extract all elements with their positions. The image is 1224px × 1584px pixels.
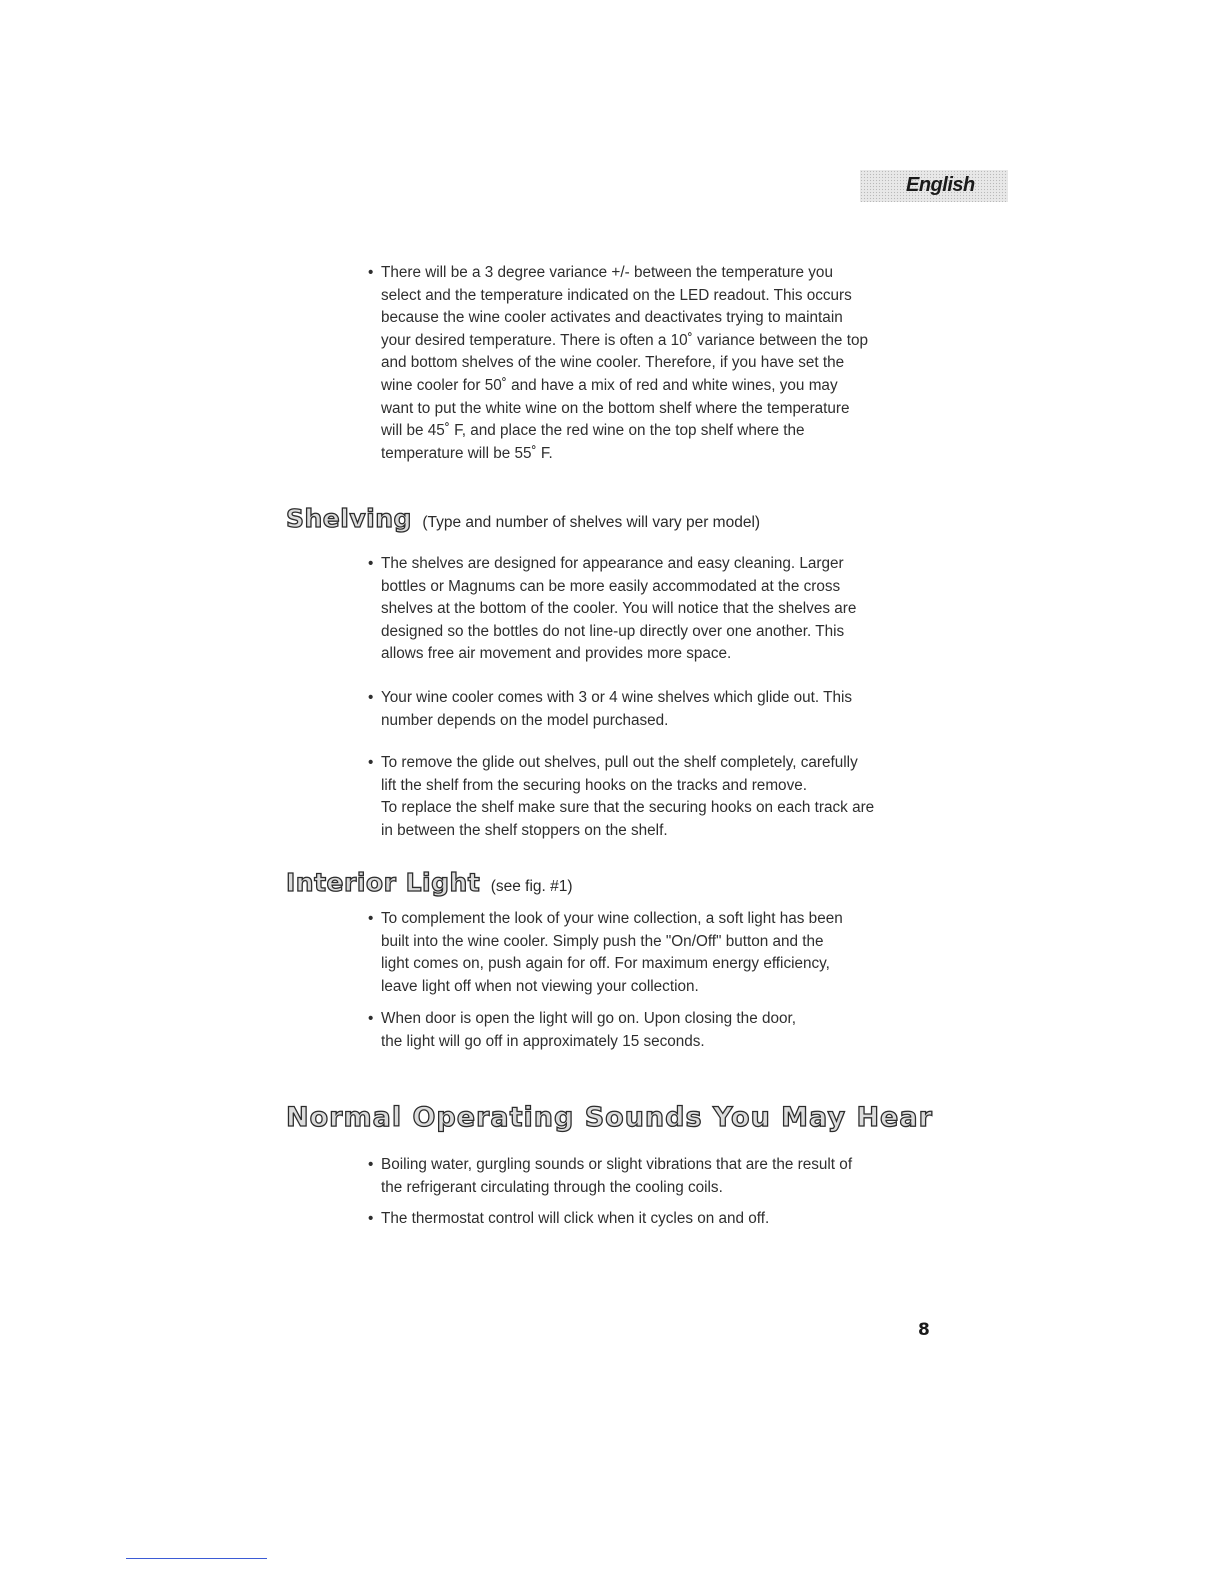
interior-light-bullet-2	[368, 1008, 938, 1053]
text-line: designed so the bottles do not line-up directly over one another. This	[381, 622, 845, 640]
text-line: will be 45˚ F, and place the red wine on the top shelf where the	[381, 422, 805, 440]
text-line: the refrigerant circulating through the cooling coils.	[381, 1178, 723, 1196]
text-line: bottles or Magnums can be more easily accommodated at the cross	[381, 577, 841, 595]
sounds-bullet-2	[368, 1208, 938, 1231]
interior-light-heading	[286, 868, 573, 897]
text-line: shelves at the bottom of the cooler. You will notice that the shelves are	[381, 600, 857, 618]
page-number: 8	[918, 1320, 930, 1340]
text-line: To replace the shelf make sure that the securing hooks on each track are	[381, 799, 875, 817]
interior-light-bullet-1	[368, 908, 938, 998]
text-line: your desired temperature. There is often a 10˚ variance between the top	[381, 331, 868, 349]
bullet-paragraph	[368, 687, 938, 732]
text-line: allows free air movement and provides more space.	[381, 645, 732, 663]
text-line: in between the shelf stoppers on the shelf.	[381, 821, 668, 839]
sounds-heading	[286, 1102, 933, 1133]
section-note: (see fig. #1)	[490, 878, 573, 895]
text-line: To remove the glide out shelves, pull out the shelf completely, carefully	[381, 754, 858, 771]
text-line: To complement the look of your wine collection, a soft light has been	[381, 910, 843, 927]
footer-rule	[126, 1558, 267, 1559]
shelving-bullet-1	[368, 553, 938, 666]
text-line: When door is open the light will go on. Upon closing the door,	[381, 1010, 796, 1027]
bullet-paragraph	[368, 553, 938, 666]
bullet-marker: •	[368, 1210, 374, 1227]
section-title: Normal Operating Sounds You May Hear	[286, 1102, 933, 1133]
bullet-marker: •	[368, 1156, 374, 1173]
text-line: leave light off when not viewing your collection.	[381, 977, 699, 995]
text-line: wine cooler for 50˚ and have a mix of red and white wines, you may	[381, 376, 838, 394]
sounds-bullet-1	[368, 1154, 938, 1199]
bullet-marker: •	[368, 689, 374, 706]
text-line: lift the shelf from the securing hooks on the tracks and remove.	[381, 776, 807, 794]
bullet-marker: •	[368, 910, 374, 927]
bullet-paragraph	[368, 1208, 938, 1231]
text-line: because the wine cooler activates and deactivates trying to maintain	[381, 309, 843, 327]
bullet-paragraph	[368, 908, 938, 998]
text-line: The thermostat control will click when it cycles on and off.	[381, 1210, 770, 1227]
text-line: select and the temperature indicated on the LED readout. This occurs	[381, 286, 852, 304]
text-line: the light will go off in approximately 15 seconds.	[381, 1032, 705, 1050]
bullet-marker: •	[368, 555, 374, 572]
text-line: number depends on the model purchased.	[381, 711, 669, 729]
language-tab-label: English	[906, 174, 975, 196]
intro-bullet	[368, 262, 938, 465]
section-note: (Type and number of shelves will vary per model)	[422, 514, 761, 531]
bullet-marker: •	[368, 264, 374, 281]
text-line: and bottom shelves of the wine cooler. Therefore, if you have set the	[381, 354, 845, 372]
text-line: light comes on, push again for off. For maximum energy efficiency,	[381, 955, 830, 973]
text-line: want to put the white wine on the bottom shelf where the temperature	[381, 399, 850, 417]
bullet-paragraph	[368, 1154, 938, 1199]
shelving-bullet-3	[368, 752, 938, 842]
text-line: temperature will be 55˚ F.	[381, 444, 553, 462]
text-line: Boiling water, gurgling sounds or slight vibrations that are the result of	[381, 1156, 853, 1173]
bullet-marker: •	[368, 1010, 374, 1027]
text-line: There will be a 3 degree variance +/- between the temperature you	[381, 264, 833, 281]
intro-section	[368, 262, 938, 465]
shelving-bullet-2	[368, 687, 938, 732]
text-line: Your wine cooler comes with 3 or 4 wine shelves which glide out. This	[381, 689, 853, 706]
bullet-marker: •	[368, 754, 374, 771]
shelving-heading	[286, 504, 760, 533]
section-title: Shelving	[286, 504, 412, 533]
bullet-paragraph	[368, 752, 938, 842]
text-line: The shelves are designed for appearance and easy cleaning. Larger	[381, 555, 844, 572]
bullet-paragraph	[368, 1008, 938, 1053]
section-title: Interior Light	[286, 868, 481, 897]
text-line: built into the wine cooler. Simply push the "On/Off" button and the	[381, 932, 824, 950]
